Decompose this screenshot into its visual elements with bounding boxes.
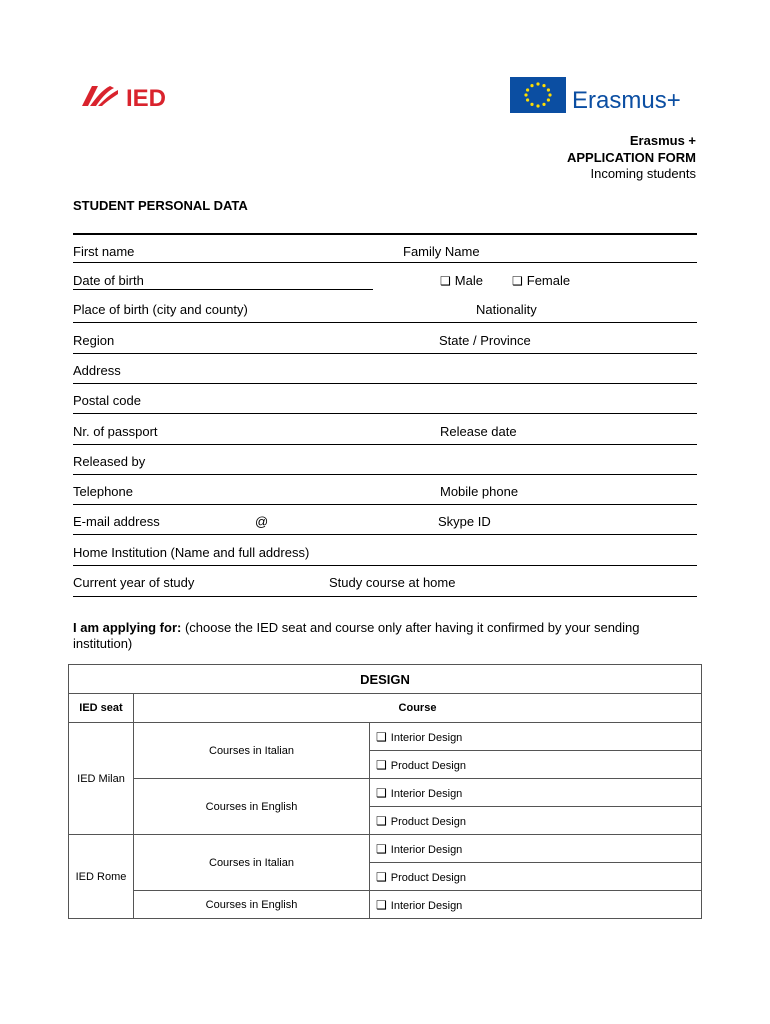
milan-it-product-checkbox[interactable] <box>370 751 702 779</box>
divider <box>73 233 697 235</box>
email-field[interactable] <box>73 534 697 535</box>
postal-code-field[interactable] <box>73 413 697 414</box>
first-name-label: First name <box>73 244 135 259</box>
telephone-label: Telephone <box>73 484 133 499</box>
address-label: Address <box>73 363 121 378</box>
ied-logo <box>80 80 180 112</box>
region-label: Region <box>73 333 115 348</box>
passport-label: Nr. of passport <box>73 424 158 439</box>
seat-milan: IED Milan <box>69 723 134 835</box>
female-label: Female <box>526 273 571 288</box>
released-by-field[interactable] <box>73 474 697 475</box>
dob-label: Date of birth <box>73 273 144 288</box>
region-field[interactable] <box>73 353 697 354</box>
header-erasmus: Erasmus + <box>629 133 696 148</box>
milan-en-product-label: Product Design <box>390 815 466 828</box>
place-of-birth-field[interactable] <box>73 322 697 323</box>
applying-lead: I am applying for: <box>73 620 182 635</box>
header-incoming: Incoming students <box>590 166 696 181</box>
family-name-label: Family Name <box>403 244 480 259</box>
rome-it-product-checkbox[interactable] <box>370 863 702 891</box>
milan-en-product-checkbox[interactable] <box>370 807 702 835</box>
skype-label: Skype ID <box>438 514 491 529</box>
male-checkbox[interactable] <box>440 273 483 288</box>
year-of-study-field[interactable] <box>73 596 697 597</box>
email-label: E-mail address <box>73 514 160 529</box>
rome-en-interior-label: Interior Design <box>390 899 463 912</box>
rome-english: Courses in English <box>134 891 370 919</box>
rome-italian: Courses in Italian <box>134 835 370 891</box>
home-institution-label: Home Institution (Name and full address) <box>73 545 310 560</box>
study-course-label: Study course at home <box>329 575 456 590</box>
rome-en-interior-checkbox[interactable] <box>370 891 702 919</box>
address-field[interactable] <box>73 383 697 384</box>
applying-paragraph <box>73 620 693 652</box>
rome-it-interior-checkbox[interactable] <box>370 835 702 863</box>
rome-it-product-label: Product Design <box>390 871 466 884</box>
place-of-birth-label: Place of birth (city and county) <box>73 302 248 317</box>
passport-field[interactable] <box>73 444 697 445</box>
release-date-label: Release date <box>440 424 517 439</box>
header-application-form: APPLICATION FORM <box>566 150 696 165</box>
first-name-field[interactable] <box>73 262 697 263</box>
milan-it-product-label: Product Design <box>390 759 466 772</box>
state-label: State / Province <box>439 333 531 348</box>
erasmus-logo <box>510 77 700 115</box>
section-title: STUDENT PERSONAL DATA <box>73 198 248 213</box>
year-of-study-label: Current year of study <box>73 575 195 590</box>
nationality-label: Nationality <box>476 302 537 317</box>
design-table <box>68 664 702 919</box>
erasmus-logo-text: Erasmus+ <box>572 87 681 114</box>
home-institution-field[interactable] <box>73 565 697 566</box>
milan-it-interior-checkbox[interactable] <box>370 723 702 751</box>
dob-field[interactable] <box>73 289 373 290</box>
seat-rome: IED Rome <box>69 835 134 919</box>
at-sign: @ <box>255 514 269 529</box>
female-checkbox[interactable] <box>512 273 570 288</box>
col-seat-header: IED seat <box>69 694 134 723</box>
col-course-header: Course <box>134 694 702 723</box>
rome-it-interior-label: Interior Design <box>390 843 463 856</box>
applying-text: (choose the IED seat and course only after having it confirmed by your sending institution) <box>73 620 640 651</box>
milan-italian: Courses in Italian <box>134 723 370 779</box>
milan-en-interior-checkbox[interactable] <box>370 779 702 807</box>
mobile-label: Mobile phone <box>440 484 519 499</box>
milan-english: Courses in English <box>134 779 370 835</box>
male-label: Male <box>454 273 483 288</box>
released-by-label: Released by <box>73 454 146 469</box>
milan-it-interior-label: Interior Design <box>390 731 463 744</box>
postal-code-label: Postal code <box>73 393 141 408</box>
ied-logo-text: IED <box>126 85 167 112</box>
design-title: DESIGN <box>69 665 702 694</box>
telephone-field[interactable] <box>73 504 697 505</box>
milan-en-interior-label: Interior Design <box>390 787 463 800</box>
